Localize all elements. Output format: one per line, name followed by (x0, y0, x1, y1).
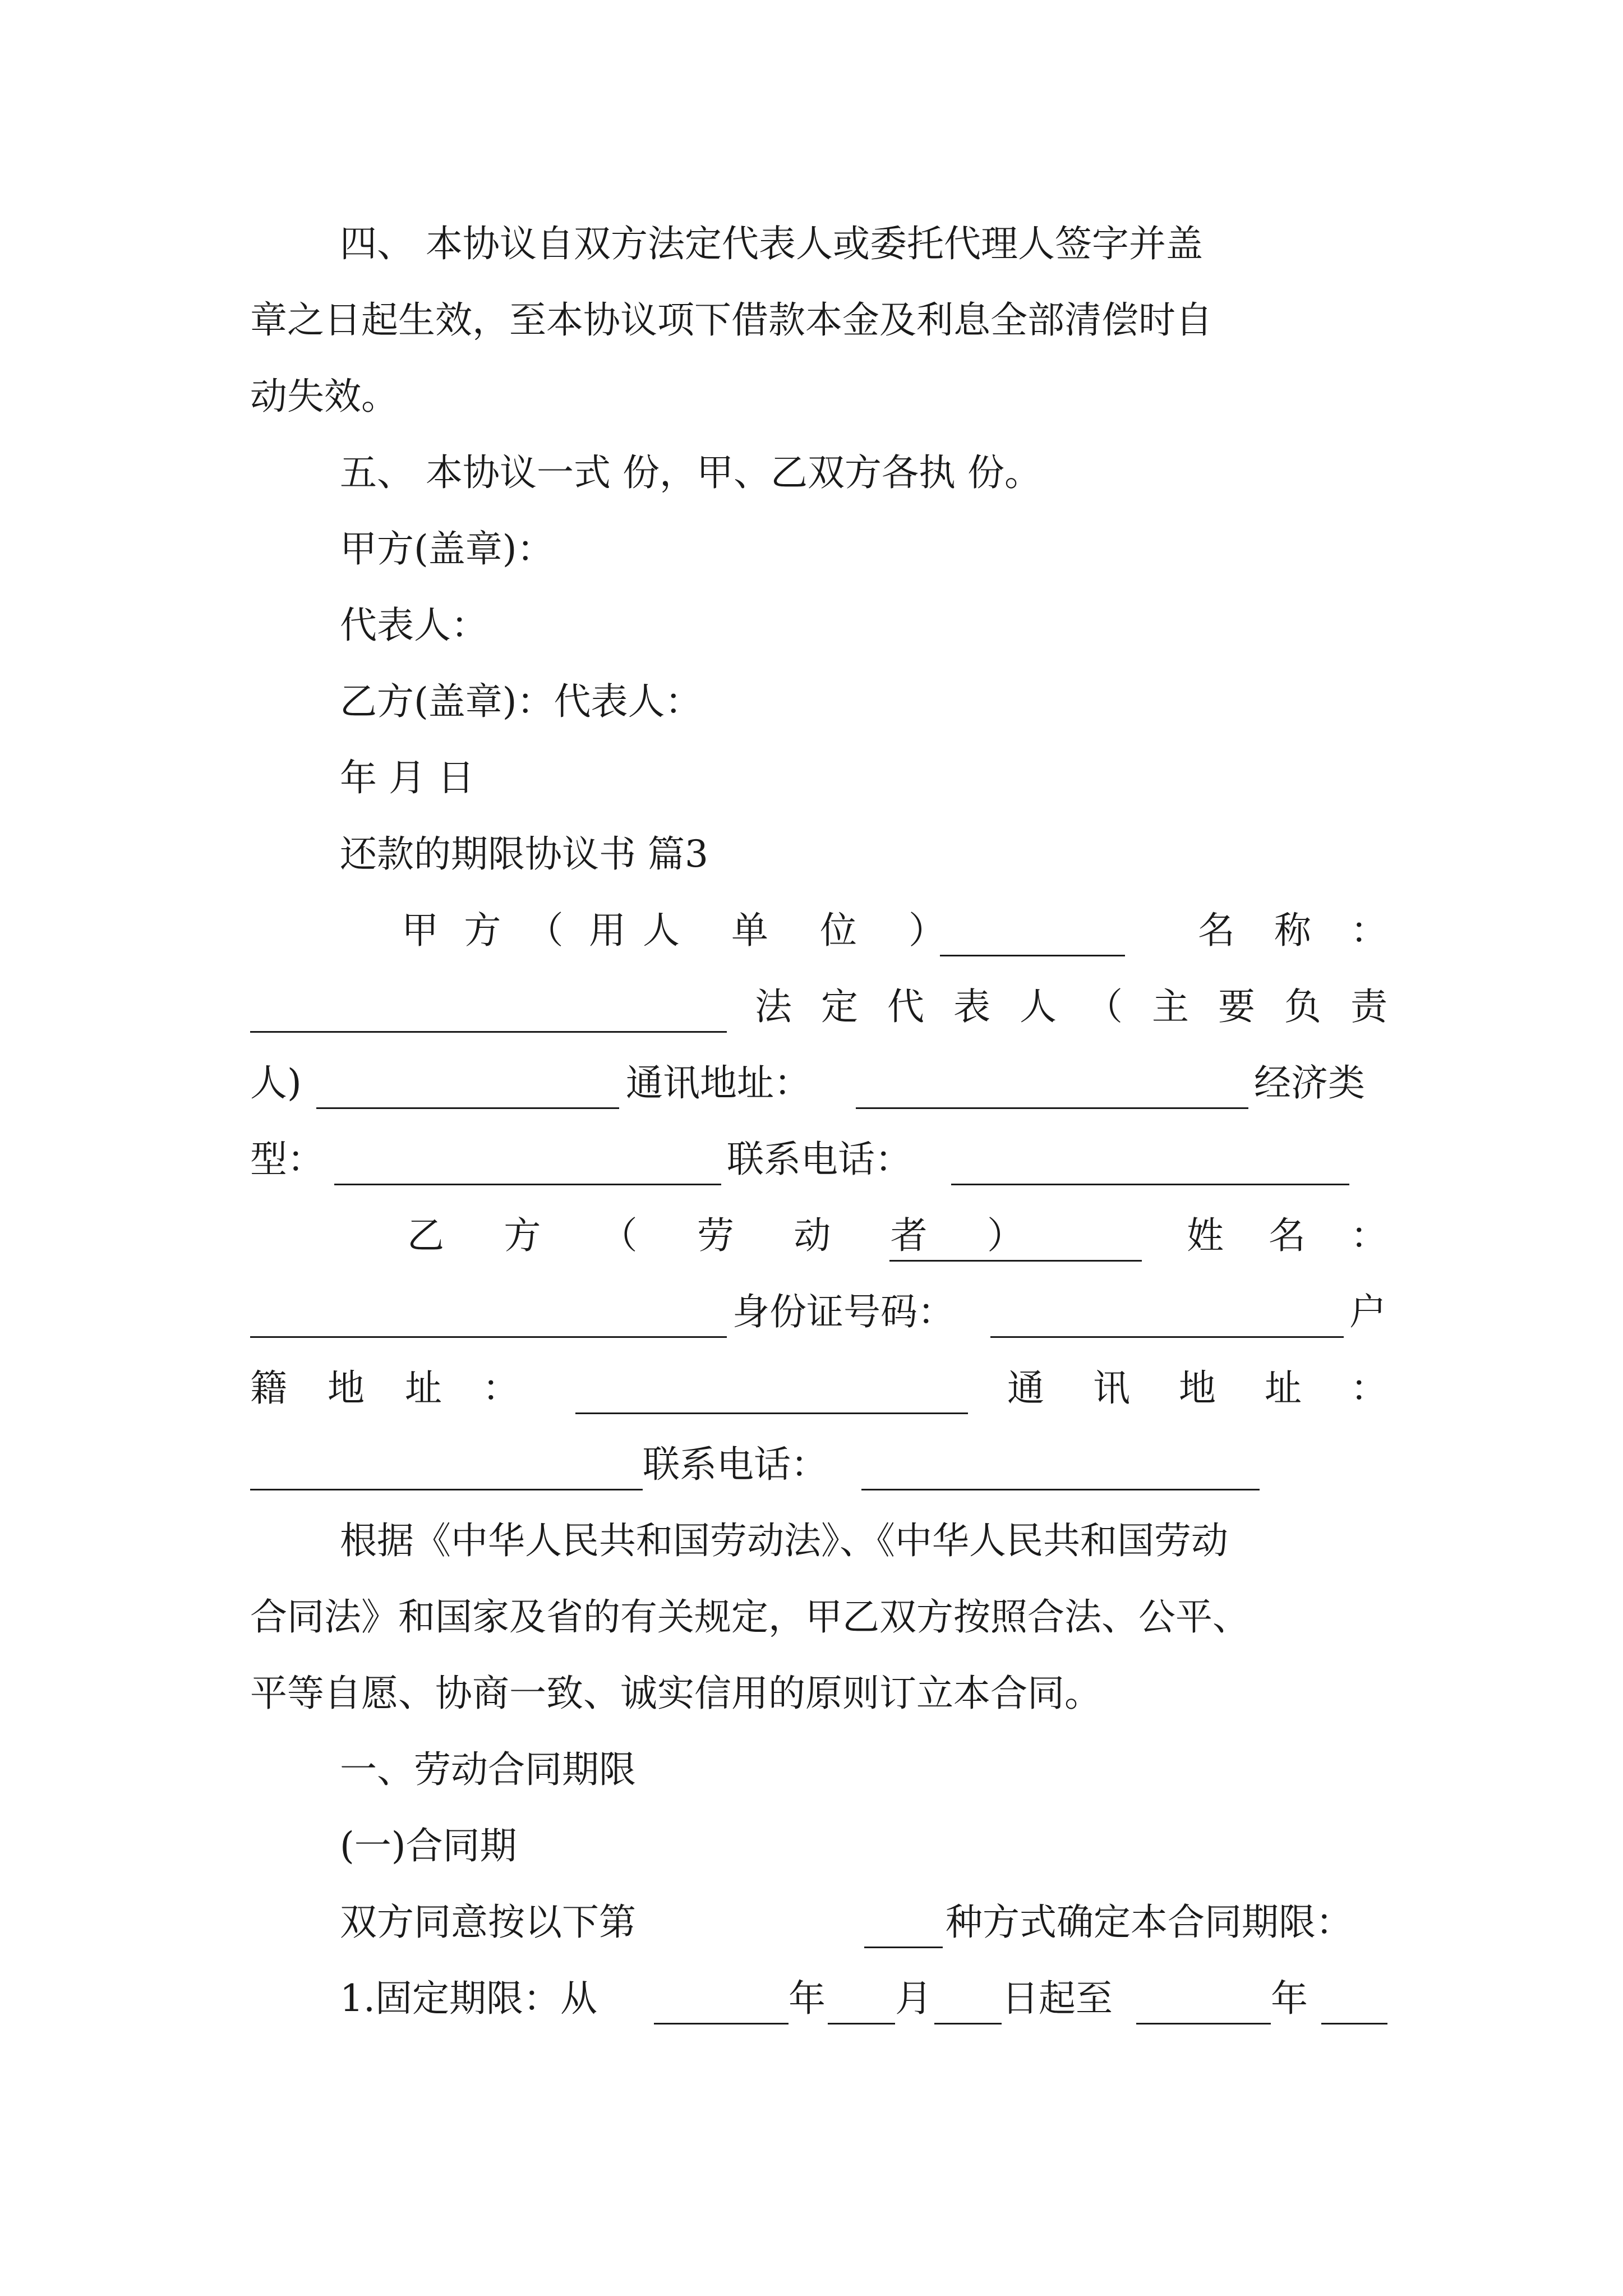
char: 乙 (407, 1214, 444, 1257)
text: 户 (1349, 1290, 1386, 1333)
text: 1.固定期限：从 (340, 1977, 597, 2020)
id-blank (990, 1297, 1344, 1338)
text: 年 (789, 1977, 826, 2020)
char: 负 (1284, 985, 1321, 1028)
text: 身份证号码： (732, 1290, 955, 1333)
char: 甲 (402, 909, 439, 952)
char: 单 (731, 909, 768, 952)
text: 种方式确定本合同期限： (946, 1901, 1353, 1944)
char: ： (1350, 1366, 1387, 1410)
char: 代 (887, 985, 924, 1028)
char: ： (1350, 909, 1387, 952)
text: 日起至 (1002, 1977, 1113, 2020)
end-year-blank (1136, 1984, 1271, 2024)
char: 劳 (697, 1214, 734, 1257)
representative-blank (316, 1068, 619, 1109)
employer-blank (940, 915, 1125, 956)
mail-address-blank (250, 1450, 643, 1490)
text: 人) (250, 1061, 302, 1105)
char: 姓 (1187, 1214, 1224, 1257)
char: 用 (588, 909, 626, 952)
legal-representative-row (250, 968, 1387, 1046)
char: 地 (1179, 1366, 1216, 1410)
char: 者 (890, 1214, 928, 1257)
char: ： (1350, 1214, 1387, 1257)
char: （ (526, 909, 564, 952)
address-row (250, 1045, 1387, 1122)
method-blank (864, 1907, 943, 1948)
basis-line-1: 根据《中华人民共和国劳动法》、《中华人民共和国劳动 (340, 1519, 1228, 1562)
char: 名 (1198, 909, 1235, 952)
party-a-employer-row (250, 892, 1387, 969)
char: 位 (820, 909, 857, 952)
char: 表 (953, 985, 990, 1028)
section-title: 还款的期限协议书 篇3 (340, 832, 708, 876)
party-b-seal: 乙方(盖章)：代表人： (340, 680, 702, 723)
char: 称 (1274, 909, 1311, 952)
char: ： (482, 1366, 519, 1410)
basis-line-2: 合同法》和国家及省的有关规定，甲乙双方按照合法、公平、 (250, 1595, 1249, 1639)
text: 型： (250, 1138, 324, 1181)
clause-four-line-1: 四、 本协议自双方法定代表人或委托代理人签字并盖 (340, 222, 1203, 265)
subheading-contract-period: (一)合同期 (340, 1824, 517, 1867)
char: （ (1086, 985, 1123, 1028)
char: 名 (1269, 1214, 1306, 1257)
clause-four-line-3: 动失效。 (250, 375, 398, 418)
worker-phone-blank (861, 1450, 1260, 1490)
start-month-blank (828, 1984, 895, 2024)
char: 法 (755, 985, 792, 1028)
household-address-blank (575, 1373, 968, 1414)
char: 动 (794, 1214, 831, 1257)
text: 经济类 (1254, 1061, 1365, 1105)
char: ） (909, 909, 946, 952)
text: 联系电话： (727, 1138, 912, 1181)
char: 方 (464, 909, 501, 952)
term-method-row (250, 1884, 1387, 1961)
household-address-row (250, 1350, 1387, 1427)
representative-a: 代表人： (340, 604, 488, 647)
fixed-term-row (250, 1960, 1387, 2037)
worker-blank (889, 1221, 1142, 1262)
party-a-seal: 甲方(盖章)： (340, 527, 554, 570)
type-phone-row (250, 1121, 1387, 1198)
clause-five: 五、 本协议一式 份，甲、乙双方各执 份。 (340, 451, 1041, 494)
char: 要 (1218, 985, 1255, 1028)
char: 责 (1350, 985, 1387, 1028)
char: 讯 (1093, 1366, 1130, 1410)
text: 双方同意按以下第 (340, 1901, 636, 1944)
worker-name-blank (250, 1297, 727, 1338)
char: 方 (504, 1214, 541, 1257)
address-blank (856, 1068, 1248, 1109)
id-number-row (250, 1273, 1387, 1351)
clause-four-line-2: 章之日起生效，至本协议项下借款本金及利息全部清偿时自 (250, 298, 1212, 342)
char: 地 (328, 1366, 365, 1410)
type-blank (334, 1144, 721, 1185)
char: 址 (405, 1366, 442, 1410)
char: 定 (821, 985, 858, 1028)
char: 主 (1152, 985, 1189, 1028)
char: 人 (643, 909, 680, 952)
date-line: 年 月 日 (340, 756, 474, 799)
text: 联系电话： (643, 1443, 828, 1486)
worker-phone-row (250, 1426, 1387, 1503)
start-day-blank (934, 1984, 1002, 2024)
text: 通讯地址： (626, 1061, 811, 1105)
party-b-worker-row (250, 1197, 1387, 1274)
basis-line-3: 平等自愿、协商一致、诚实信用的原则订立本合同。 (250, 1672, 1101, 1715)
heading-contract-term: 一、劳动合同期限 (340, 1748, 636, 1791)
char: 通 (1007, 1366, 1044, 1410)
text: 年 (1271, 1977, 1308, 2020)
char: ） (986, 1214, 1024, 1257)
name-blank (250, 992, 727, 1033)
char: 址 (1265, 1366, 1302, 1410)
char: 籍 (250, 1366, 287, 1410)
phone-blank (951, 1144, 1349, 1185)
start-year-blank (654, 1984, 789, 2024)
char: 人 (1020, 985, 1057, 1028)
text: 月 (895, 1977, 932, 2020)
char: （ (600, 1214, 638, 1257)
end-month-blank (1321, 1984, 1387, 2024)
